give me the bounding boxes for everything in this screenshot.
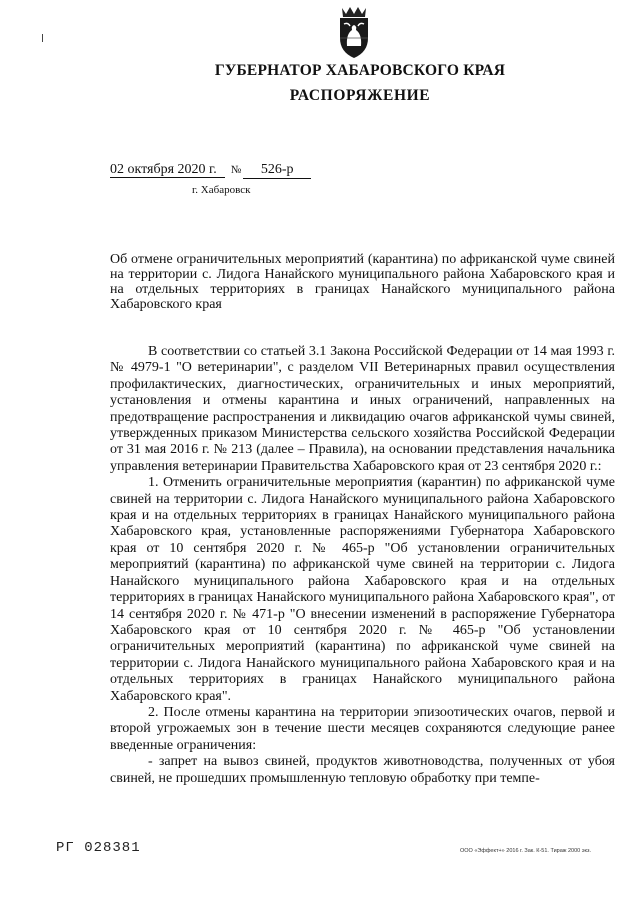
paragraph-item-2: 2. После отмены карантина на территории эпизоотических очагов, первой и второй угрожаемых зон в течение шести месяцев сохраняются следующие ранее введенные ограничения: — [110, 704, 615, 753]
document-date: 02 октября 2020 г. — [110, 162, 225, 178]
document-number: 526-р — [243, 162, 311, 179]
issuing-authority: ГУБЕРНАТОР ХАБАРОВСКОГО КРАЯ — [214, 62, 506, 79]
document-subject: Об отмене ограничительных мероприятий (карантина) по африканской чуме свиней на территории с. Лидога Нанайского муниципального района Хабаровского края и на отдельных территориях в границах Нанайского муниципального района Хабаровского края — [110, 252, 615, 312]
coat-of-arms-icon — [330, 4, 378, 60]
paragraph-restriction-1: - запрет на вывоз свиней, продуктов животноводства, полученных от убоя свиней, не прошедших промышленную тепловую обработку при темпе- — [110, 754, 615, 786]
scan-mark — [42, 34, 43, 42]
document-body — [110, 344, 615, 787]
paragraph-preamble: В соответствии со статьей 3.1 Закона Российской Федерации от 14 мая 1993 г. № 4979-1 "О ветеринарии", с разделом VII Ветеринарных правил осуществления профилактических, диагностических, ограничительных и иных мероприятий, установления и отмены карантина и иных ограничений, направленных на предотвращение распространения и ликвидацию очагов африканской чумы свиней, утвержденных приказом Министерства сельского хозяйства Российской Федерации от 31 мая 2016 г. № 213 (далее – Правила), на основании представления начальника управления ветеринарии Правительства Хабаровского края от 23 сентября 2020 г.: — [110, 344, 615, 474]
printer-imprint: ООО «Эффект+» 2016 г. Зак. К-51. Тираж 2000 экз. — [460, 848, 592, 854]
issue-city: г. Хабаровск — [192, 184, 251, 196]
date-number-line — [110, 162, 311, 179]
number-label: № — [230, 164, 242, 176]
document-type: РАСПОРЯЖЕНИЕ — [289, 87, 431, 104]
form-serial-code: РГ 028381 — [56, 840, 141, 856]
paragraph-item-1: 1. Отменить ограничительные мероприятия (карантин) по африканской чуме свиней на территории с. Лидога Нанайского муниципального района Хабаровского края и на отдельных территориях в границах Нанайского муниципального района Хабаровского края, установленные распоряжениями Губернатора Хабаровского края от 10 сентября 2020 г. № 465-р "Об установлении ограничительных мероприятий (карантина) по африканской чуме свиней на территории с. Лидога Нанайского муниципального района Хабаровского края и на отдельных территориях в границах Нанайского муниципального района Хабаровского края", от 14 сентября 2020 г. № 471-р "О внесении изменений в распоряжение Губернатора Хабаровского края от 10 сентября 2020 г. № 465-р "Об установлении ограничительных мероприятий (карантина) по африканской чуме свиней на территории с. Лидога Нанайского муниципального района Хабаровского края и на отдельных территориях в границах Нанайского муниципального района Хабаровского края". — [110, 475, 615, 704]
